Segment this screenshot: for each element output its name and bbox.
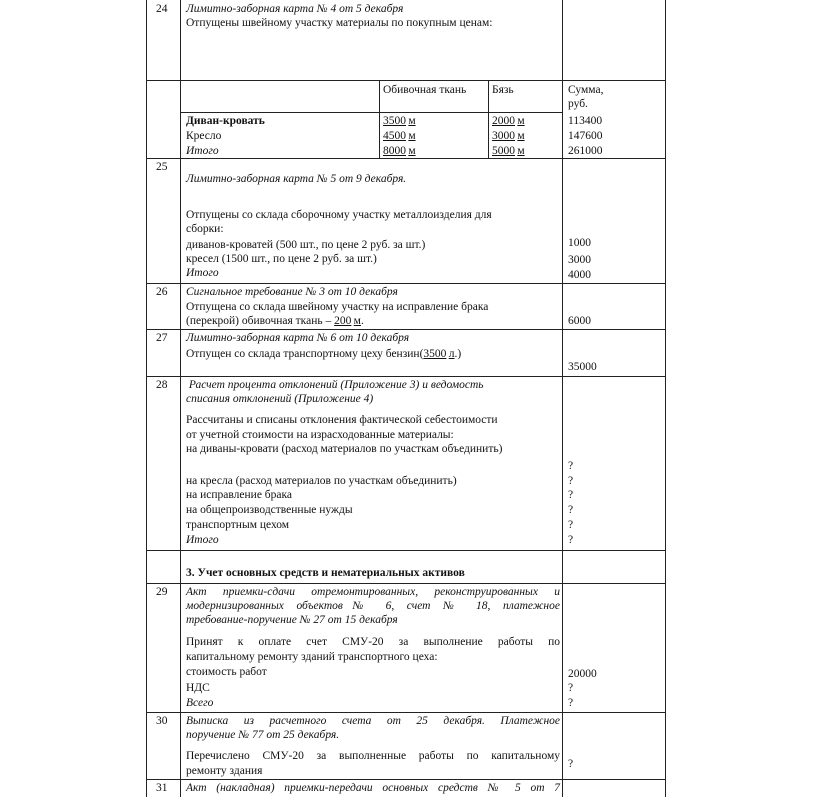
row-title: Лимитно-заборная карта № 6 от 10 декабря	[186, 332, 410, 344]
row-rule	[146, 80, 666, 81]
row-rule	[146, 283, 666, 284]
line-item-sum: 3000	[568, 254, 591, 266]
row-number: 25	[156, 161, 168, 173]
table-cell-sum: 147600	[568, 130, 603, 142]
cloth-qty: 8000	[383, 145, 406, 157]
table-cell-name: Диван-кровать	[186, 115, 265, 127]
row-title: Лимитно-заборная карта № 5 от 9 декабря.	[186, 173, 407, 185]
row-sum: ?	[568, 758, 574, 770]
row-rule	[146, 329, 666, 330]
cloth-unit: м	[408, 130, 416, 142]
row-rule	[146, 779, 666, 780]
row-title: поручение № 77 от 25 декабря.	[186, 729, 340, 741]
calico-qty: 5000	[492, 145, 515, 157]
total-label: Всего	[186, 697, 214, 709]
line-item: на общепроизводственные нужды	[186, 504, 353, 516]
row-description	[186, 347, 461, 361]
row-description: капитальному ремонту зданий транспортного цеха:	[186, 651, 438, 663]
row-description: Перечислено СМУ-20 за выполненные работы по капитальному	[186, 750, 560, 762]
row-description: (перекрой) обивочная ткань – 200 м.	[186, 315, 364, 327]
line-item: стоимость работ	[186, 666, 267, 678]
unit: м	[353, 315, 361, 327]
row-number: 28	[156, 379, 168, 391]
line-item-sum: ?	[568, 475, 574, 487]
row-number: 29	[156, 586, 168, 598]
table-cell-sum: 113400	[568, 115, 603, 127]
line-item: кресел (1500 шт., по цене 2 руб. за шт.)	[186, 253, 377, 265]
line-item-sum: ?	[568, 682, 574, 694]
row-description: Рассчитаны и списаны отклонения фактической себестоимости	[186, 414, 498, 426]
line-item: диванов-кроватей (500 шт., по цене 2 руб. за шт.)	[186, 239, 426, 251]
line-item-sum: ?	[568, 460, 574, 472]
row-rule	[146, 376, 666, 377]
row-rule	[146, 158, 666, 159]
table-cell-cloth	[383, 114, 416, 128]
description-text: Отпущен со склада транспортному цеху бензин(	[186, 348, 424, 360]
total-label: Итого	[186, 267, 219, 279]
row-title: Акт приемки-сдачи отремонтированных, реконструированных и	[186, 586, 560, 598]
line-item-sum: 1000	[568, 237, 591, 249]
row-title: Выписка из расчетного счета от 25 декабря. Платежное	[186, 715, 560, 727]
row-number: 27	[156, 332, 168, 344]
description-text: (перекрой) обивочная ткань –	[186, 315, 335, 327]
quantity: 3500	[423, 348, 447, 360]
total-sum: ?	[568, 697, 574, 709]
cloth-qty: 4500	[383, 130, 406, 142]
row-number: 31	[156, 782, 168, 794]
unit: л	[448, 348, 455, 360]
line-item-sum: 20000	[568, 668, 597, 680]
row-title: Лимитно-заборная карта № 4 от 5 декабря	[186, 3, 404, 15]
row-title: Сигнальное требование № 3 от 10 декабря	[186, 286, 398, 298]
row-description: Отпущены швейному участку материалы по покупным ценам:	[186, 17, 493, 29]
line-item: НДС	[186, 682, 210, 694]
table-cell-cloth	[383, 129, 416, 143]
table-cell-name: Кресло	[186, 130, 222, 142]
calico-unit: м	[517, 145, 525, 157]
cloth-qty: 3500	[383, 115, 406, 127]
description-text-end: .)	[454, 348, 462, 360]
table-cell-name: Итого	[186, 145, 219, 157]
calico-qty: 2000	[492, 115, 515, 127]
table-cell-cloth	[383, 144, 416, 158]
inner-header-sum: Сумма,	[568, 84, 604, 96]
line-item-sum: ?	[568, 519, 574, 531]
table-left-border	[146, 0, 147, 797]
row-rule	[146, 583, 666, 584]
number-column-rule	[180, 0, 181, 797]
row-description: ремонту здания	[186, 765, 263, 777]
table-right-border	[665, 0, 666, 797]
row-sum: 35000	[568, 361, 597, 373]
line-item: транспортным цехом	[186, 519, 290, 531]
inner-header-calico: Бязь	[492, 84, 514, 96]
cloth-unit: м	[408, 115, 416, 127]
section-heading: 3. Учет основных средств и нематериальных активов	[186, 567, 465, 579]
table-cell-calico	[492, 144, 525, 158]
row-title: Акт (накладная) приемки-передачи основных средств № 5 от 7	[186, 782, 560, 794]
inner-header-sum-unit: руб.	[568, 98, 588, 110]
line-item-sum: ?	[568, 489, 574, 501]
table-cell-calico	[492, 114, 525, 128]
inner-col-rule-2	[488, 80, 489, 158]
calico-unit: м	[517, 115, 525, 127]
row-description: сборки:	[186, 223, 224, 235]
row-description: Принят к оплате счет СМУ-20 за выполнение работы по	[186, 636, 560, 648]
calico-qty: 3000	[492, 130, 515, 142]
row-description: на диваны-кровати (расход материалов по участкам объединить)	[186, 443, 503, 455]
row-number: 24	[156, 3, 168, 15]
row-sum: 6000	[568, 315, 591, 327]
line-item: на кресла (расход материалов по участкам объединить)	[186, 475, 457, 487]
row-description: Отпущены со склада сборочному участку металлоизделия для	[186, 209, 492, 221]
total-sum: 4000	[568, 269, 591, 281]
row-rule	[146, 550, 666, 551]
table-cell-calico	[492, 129, 525, 143]
line-item: на исправление брака	[186, 489, 293, 501]
row-title: списания отклонений (Приложение 4)	[186, 393, 374, 405]
cloth-unit: м	[408, 145, 416, 157]
row-description: Отпущена со склада швейному участку на исправление брака	[186, 301, 489, 313]
row-number: 30	[156, 715, 168, 727]
row-title: Расчет процента отклонений (Приложение 3) и ведомость	[186, 379, 484, 391]
line-item-sum: ?	[568, 504, 574, 516]
calico-unit: м	[517, 130, 525, 142]
row-number: 26	[156, 286, 168, 298]
table-cell-sum: 261000	[568, 145, 603, 157]
inner-header-rule	[180, 112, 563, 113]
inner-col-rule-1	[379, 80, 380, 158]
row-description: от учетной стоимости на израсходованные материалы:	[186, 429, 454, 441]
row-title: требование-поручение № 27 от 15 декабря	[186, 614, 398, 626]
row-title: модернизированных объектов№ 6, счет № 18, платежное	[186, 600, 560, 612]
total-label: Итого	[186, 534, 219, 546]
total-sum: ?	[568, 534, 574, 546]
inner-header-cloth: Обивочная ткань	[383, 84, 467, 96]
quantity: 200	[334, 315, 352, 327]
row-rule	[146, 712, 666, 713]
amount-column-rule	[562, 0, 563, 797]
